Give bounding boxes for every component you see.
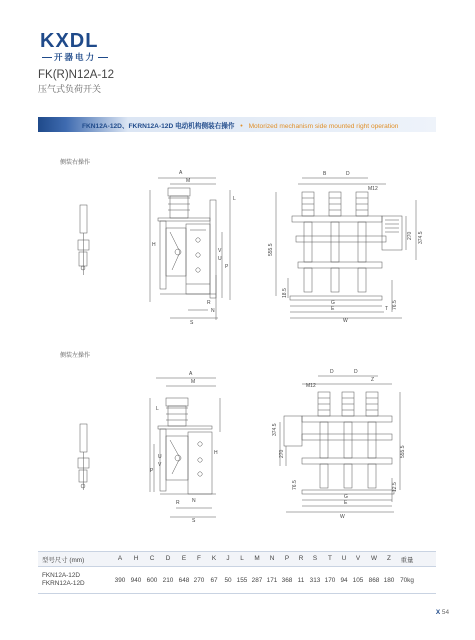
header-cell: Z — [387, 555, 391, 562]
model-cell: FKN12A-12D FKRN12A-12D — [42, 571, 85, 587]
dimension-table — [38, 551, 436, 594]
svg-text:R: R — [207, 300, 211, 306]
value-cell: 287 — [251, 576, 263, 584]
header-cell: F — [197, 555, 201, 562]
svg-text:H: H — [152, 242, 156, 248]
svg-text:Z: Z — [371, 377, 375, 383]
header-cell: S — [312, 555, 318, 562]
svg-text:G: G — [344, 494, 348, 500]
svg-text:M: M — [191, 379, 196, 385]
svg-text:L: L — [233, 196, 236, 202]
svg-text:P: P — [150, 468, 154, 474]
value-cell: 648 — [178, 576, 190, 584]
svg-text:270: 270 — [279, 449, 285, 458]
svg-text:E: E — [344, 500, 348, 506]
view-label-left: 侧装左操作 — [60, 353, 91, 359]
value-cell: 180 — [383, 576, 395, 584]
svg-text:U: U — [218, 256, 222, 262]
section-title-cn: FKN12A-12D、FKRN12A-12D 电动机构侧装右操作 — [82, 122, 235, 130]
header-cell: 型号尺寸 (mm) — [42, 557, 85, 564]
value-cell: 50 — [224, 576, 232, 584]
svg-text:S: S — [192, 518, 196, 524]
header-cell: K — [211, 555, 217, 562]
svg-text:18.5: 18.5 — [282, 288, 288, 298]
value-cell: 600 — [146, 576, 158, 584]
header-cell: D — [165, 555, 171, 562]
header-cell: E — [181, 555, 187, 562]
page-number: X 54 — [435, 609, 449, 616]
header-cell: L — [240, 555, 244, 562]
value-cell: 94 — [340, 576, 348, 584]
drawing-right-operation — [40, 160, 440, 330]
value-cell: 270 — [193, 576, 205, 584]
svg-text:555.5: 555.5 — [400, 445, 406, 458]
value-cell: 313 — [309, 576, 321, 584]
svg-text:D: D — [346, 171, 350, 177]
header-cell: 重量 — [400, 557, 414, 564]
logo-subtitle: 开器电力 — [40, 51, 110, 63]
logo-text: KXDL — [40, 30, 99, 51]
value-cell: 171 — [266, 576, 278, 584]
header-cell: J — [226, 555, 230, 562]
manual-handle-left — [78, 424, 89, 490]
svg-text:76.5: 76.5 — [392, 300, 398, 310]
value-cell: 368 — [281, 576, 293, 584]
svg-text:76.5: 76.5 — [292, 480, 298, 490]
header-cell: M — [254, 555, 260, 562]
svg-text:12.5: 12.5 — [392, 482, 398, 492]
value-cell: 155 — [236, 576, 248, 584]
section-separator: • — [240, 122, 243, 130]
svg-text:A: A — [189, 371, 193, 377]
svg-text:H: H — [214, 450, 218, 456]
product-name: 压气式负荷开关 — [38, 84, 102, 94]
value-cell: 11 — [297, 576, 305, 584]
value-cell: 940 — [130, 576, 142, 584]
svg-text:374.5: 374.5 — [272, 423, 278, 436]
header-cell: C — [149, 555, 155, 562]
svg-text:D: D — [330, 369, 334, 375]
svg-text:N: N — [211, 308, 215, 314]
front-view-left — [280, 376, 400, 512]
header-cell: W — [370, 555, 378, 562]
table-row — [38, 567, 436, 594]
header-cell: H — [133, 555, 139, 562]
drawing-left-operation — [40, 362, 440, 527]
header-cell: R — [298, 555, 304, 562]
svg-text:A: A — [179, 170, 183, 176]
value-cell: 210 — [162, 576, 174, 584]
kxdl-logo — [40, 29, 102, 51]
svg-text:U: U — [158, 454, 162, 460]
svg-text:P: P — [225, 264, 229, 270]
svg-text:374.5: 374.5 — [418, 231, 424, 244]
value-cell: 390 — [114, 576, 126, 584]
svg-text:W: W — [340, 514, 345, 520]
section-banner — [38, 117, 436, 132]
svg-text:D: D — [354, 369, 358, 375]
header-cell: T — [328, 555, 332, 562]
side-view-left — [150, 378, 220, 517]
header-cell: U — [341, 555, 347, 562]
svg-text:B: B — [323, 171, 327, 177]
product-model: FK(R)N12A-12 — [38, 69, 115, 81]
svg-text:S: S — [190, 320, 194, 326]
value-cell: 105 — [352, 576, 364, 584]
section-title-en: Motorized mechanism side mounted right operation — [248, 122, 399, 130]
svg-text:E: E — [331, 306, 335, 312]
header-cell: P — [284, 555, 290, 562]
value-cell: 868 — [368, 576, 380, 584]
header-cell: N — [269, 555, 275, 562]
header-cell: A — [117, 555, 123, 562]
svg-text:R: R — [176, 500, 180, 506]
header-cell: V — [355, 555, 361, 562]
svg-text:270: 270 — [407, 231, 413, 240]
svg-text:G: G — [331, 300, 335, 306]
svg-text:M12: M12 — [368, 186, 378, 192]
value-cell: 70kg — [400, 576, 414, 584]
value-cell: 170 — [324, 576, 336, 584]
svg-text:V: V — [218, 248, 222, 254]
value-cell: 67 — [210, 576, 218, 584]
svg-text:555.5: 555.5 — [268, 243, 274, 256]
table-header — [38, 551, 436, 567]
svg-text:T: T — [385, 306, 389, 312]
svg-text:V: V — [158, 462, 162, 468]
svg-text:M12: M12 — [306, 383, 316, 389]
svg-text:M: M — [186, 178, 191, 184]
svg-text:N: N — [192, 498, 196, 504]
front-view — [276, 178, 416, 318]
view-label-right: 侧装右操作 — [60, 160, 91, 166]
page-mark-icon: X — [435, 609, 441, 616]
svg-text:W: W — [343, 318, 348, 324]
manual-handle — [78, 205, 89, 275]
svg-text:L: L — [156, 406, 159, 412]
